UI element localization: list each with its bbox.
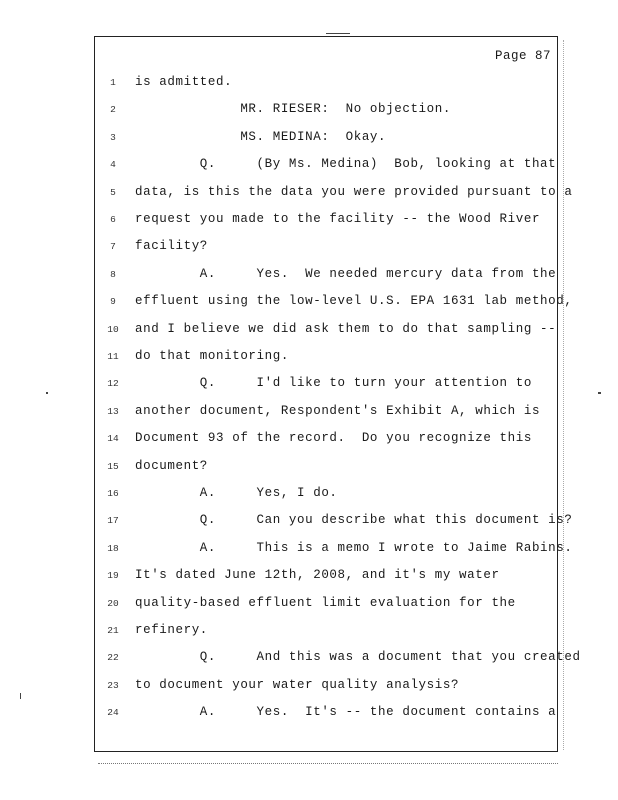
transcript-line: Q. And this was a document that you created [135, 650, 581, 665]
line-number: 18 [107, 542, 119, 554]
line-number: 3 [110, 131, 116, 143]
transcript-line: A. Yes, I do. [135, 486, 338, 500]
transcript-line: request you made to the facility -- the Wood River [135, 212, 541, 226]
line-number: 7 [110, 241, 116, 253]
line-number: 13 [107, 405, 119, 417]
transcript-line: facility? [135, 239, 208, 254]
line-number: 8 [110, 268, 116, 280]
line-number: 11 [107, 351, 119, 362]
transcript-line: A. This is a memo I wrote to Jaime Rabins. [135, 540, 573, 555]
line-number: 1 [110, 77, 116, 88]
line-number: 23 [107, 679, 119, 691]
transcript-line: data, is this the data you were provided pursuant to a [135, 184, 573, 199]
scan-edge-right [563, 40, 565, 750]
transcript-line: A. Yes. It's -- the document contains a [135, 705, 557, 720]
line-number: 19 [107, 570, 119, 582]
line-number: 9 [110, 296, 116, 308]
transcript-line: It's dated June 12th, 2008, and it's my water [135, 568, 500, 583]
transcript-line: document? [135, 458, 208, 473]
line-number: 2 [110, 104, 116, 116]
transcript-line: quality-based effluent limit evaluation for the [135, 595, 516, 610]
transcript-line: MS. MEDINA: Okay. [135, 129, 387, 144]
scan-artifact [46, 392, 48, 394]
line-number: 17 [107, 515, 119, 527]
transcript-page [94, 36, 581, 752]
transcript-line: and I believe we did ask them to do that sampling -- [135, 321, 557, 336]
line-number: 12 [107, 378, 119, 390]
line-number: 10 [107, 323, 119, 335]
transcript-line: Q. I'd like to turn your attention to [135, 376, 532, 391]
line-number: 16 [107, 488, 119, 499]
transcript-line: to document your water quality analysis? [135, 677, 460, 692]
transcript-line: do that monitoring. [135, 349, 289, 363]
scan-edge-bottom [98, 762, 558, 764]
scan-artifact [598, 392, 601, 394]
transcript-line: is admitted. [135, 75, 233, 89]
line-number: 22 [107, 652, 119, 664]
line-number: 20 [107, 597, 119, 609]
line-number: 5 [110, 186, 116, 198]
line-number: 14 [107, 433, 119, 445]
transcript-line: Document 93 of the record. Do you recognize this [135, 431, 532, 446]
line-number: 15 [107, 460, 119, 472]
line-number: 21 [107, 625, 119, 636]
transcript-line: MR. RIESER: No objection. [135, 102, 451, 117]
line-number: 4 [110, 159, 116, 171]
transcript-line: Q. Can you describe what this document is? [135, 513, 573, 528]
line-number: 24 [107, 707, 119, 719]
transcript-line: another document, Respondent's Exhibit A, which is [135, 403, 541, 418]
scan-artifact [20, 693, 21, 699]
transcript-line: Q. (By Ms. Medina) Bob, looking at that [135, 157, 557, 172]
scan-artifact [326, 33, 350, 34]
page-number: Page 87 [494, 49, 551, 63]
transcript-line: refinery. [135, 623, 208, 637]
transcript-line: effluent using the low-level U.S. EPA 1631 lab method, [135, 294, 573, 309]
line-number: 6 [110, 214, 116, 225]
transcript-line: A. Yes. We needed mercury data from the [135, 266, 557, 281]
